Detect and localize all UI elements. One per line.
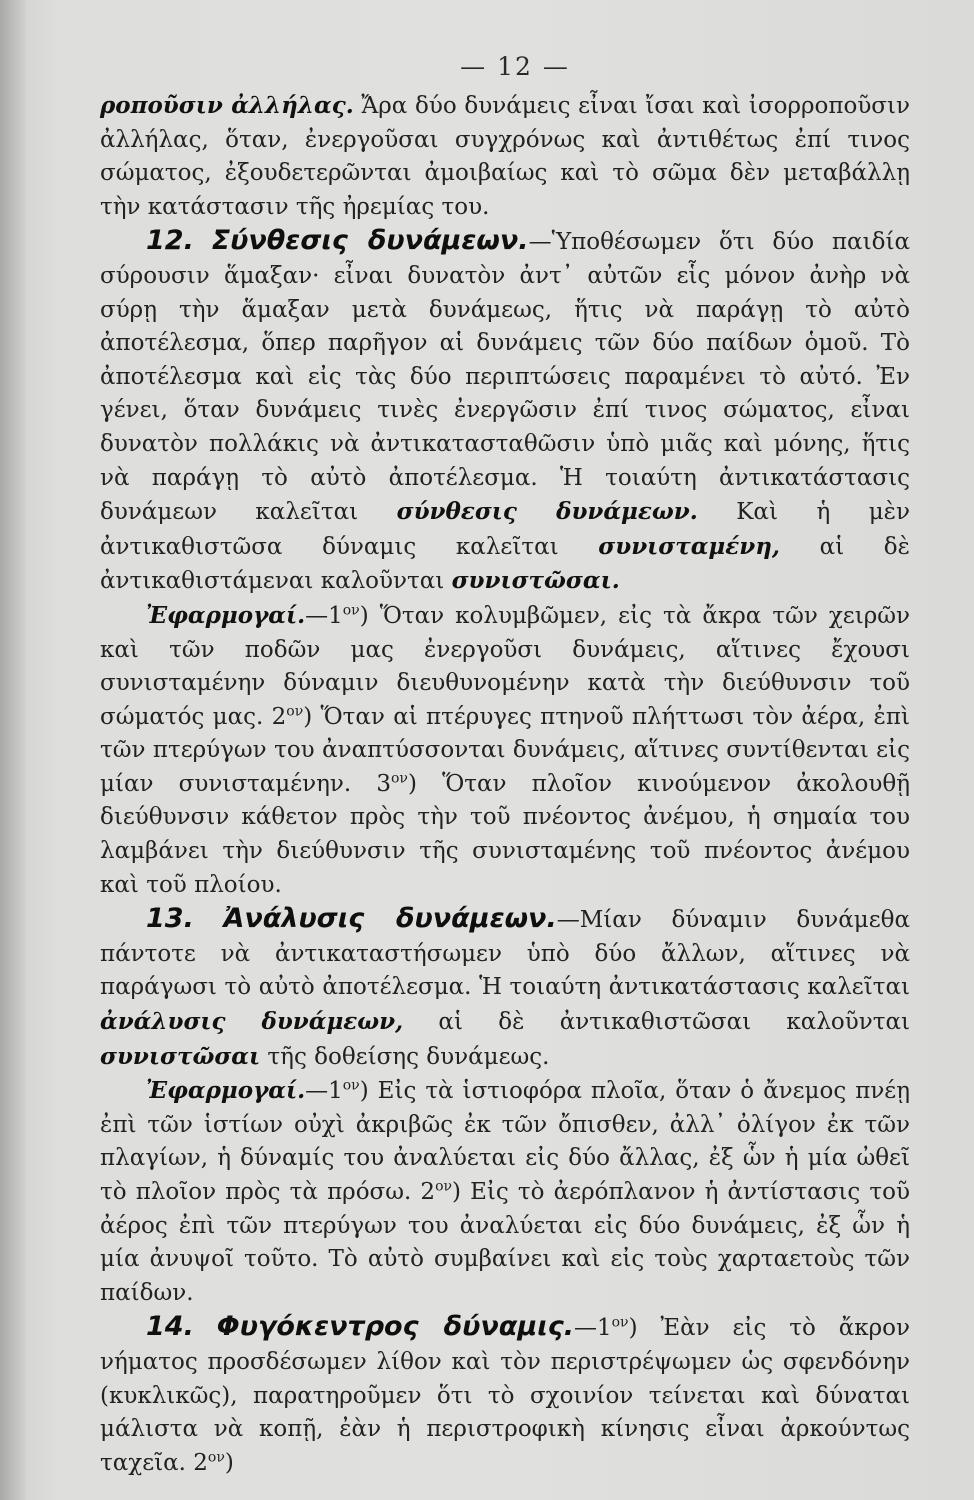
- bold-term: συνιστῶσαι.: [451, 567, 620, 595]
- page-number: — 12 —: [460, 52, 570, 81]
- section-number: 13.: [146, 903, 194, 935]
- paragraph-text: ) Ὅταν κολυμβῶμεν, εἰς τὰ ἄκρα τῶν χειρῶν καὶ τῶν ποδῶν μας ἐνεργοῦσι δυνάμεις, αἵτινες ἔχουσι συνισταμένην δύναμιν διευθυνομένην κατὰ τὴν διεύθυνσιν τοῦ σώματός μας. 2: [100, 602, 910, 730]
- paragraph-text: Καὶ ἡ μὲν ἀντικαθιστῶσα δύναμις καλεῖται: [100, 499, 911, 560]
- paragraph-text: τῆς δοθείσης δυνάμεως.: [260, 1043, 550, 1070]
- paragraph-text: ) Ὅταν πλοῖον κινούμενον ἀκολουθῇ διεύθυνσιν κάθετον πρὸς τὴν τοῦ πνέοντος ἀνέμου, ἡ σημαία του λαμβάνει τὴν διεύθυνσιν τῆς συνισταμένης τοῦ πνέοντος ἀνέμου καὶ τοῦ πλοίου.: [100, 770, 910, 898]
- paragraph-text: —Ὑποθέσωμεν ὅτι δύο παιδία σύρουσιν ἅμαξαν· εἶναι δυνατὸν ἀντ᾽ αὐτῶν εἷς μόνον ἀνὴρ νὰ σύρῃ τὴν ἅμαξαν μετὰ δυνάμεως, ἥτις νὰ παράγῃ τὸ αὐτὸ ἀποτέλεσμα, ὅπερ παρῆγον αἱ δυνάμεις τῶν δύο παίδων ὁμοῦ. Τὸ ἀποτέλεσμα καὶ εἰς τὰς δύο περιπτώσεις παραμένει τὸ αὐτό. Ἐν γένει, ὅταν δυνάμεις τινὲς ἐνεργῶσιν ἐπί τινος σώματος, εἶναι δυνατὸν πολλάκις νὰ ἀντικατασταθῶσιν ὑπὸ μιᾶς καὶ μόνης, ἥτις νὰ παράγῃ τὸ αὐτὸ ἀποτέλεσμα. Ἡ τοιαύτη ἀντικατάστασις δυνάμεων καλεῖται: [100, 229, 910, 526]
- section-14: [100, 1310, 910, 1480]
- ordinal-suffix: ον: [207, 1449, 225, 1466]
- ordinal-suffix: ον: [342, 602, 360, 619]
- section-12: [100, 224, 910, 599]
- bold-term: ἀνάλυσις δυνάμεων,: [100, 1008, 404, 1036]
- section-title: Σύνθεσις δυνάμεων.: [211, 225, 529, 257]
- paragraph-text: —1: [305, 1078, 343, 1105]
- paragraph-text: Ἄρα δύο δυνάμεις εἶναι ἴσαι καὶ ἰσορροποῦσιν ἀλλήλας, ὅταν, ἐνεργοῦσαι συγχρόνως καὶ ἀντιθέτως ἐπί τινος σώματος, ἐξουδετερῶνται ἀμοιβαίως καὶ τὸ σῶμα δὲν μεταβάλλῃ τὴν κατάστασιν τῆς ἠρεμίας του.: [100, 93, 910, 220]
- paragraph-text: αἱ δὲ ἀντικαθιστῶσαι καλοῦνται: [403, 1009, 910, 1036]
- applications-label: Ἐφαρμογαί.: [146, 1077, 306, 1105]
- section-number: 14.: [146, 1311, 194, 1343]
- paragraph-text: —1: [573, 1315, 612, 1342]
- bold-term: συνιστῶσαι: [100, 1042, 261, 1070]
- bold-term: σύνθεσις δυνάμεων.: [396, 498, 698, 526]
- section-number: 12.: [146, 225, 194, 257]
- applications-13: [100, 1074, 910, 1310]
- bold-term: συνισταμένη,: [598, 532, 780, 560]
- section-title: Φυγόκεντρος δύναμις.: [216, 1311, 574, 1343]
- ordinal-suffix: ον: [435, 1178, 453, 1195]
- paragraph-text: ) Εἰς τὸ ἀερόπλανον ἡ ἀντίστασις τοῦ ἀέρος ἐπὶ τῶν πτερύγων του ἀναλύεται εἰς δύο δυνάμεις, ἐξ ὧν ἡ μία ἀνυψοῖ τοῦτο. Τὸ αὐτὸ συμβαίνει καὶ εἰς τοὺς χαρταετοὺς τῶν παίδων.: [100, 1179, 910, 1306]
- paragraph-text: ): [224, 1449, 234, 1476]
- applications-12: [100, 599, 910, 902]
- ordinal-suffix: ον: [611, 1314, 629, 1331]
- paragraph-text: ) Εἰς τὰ ἱστιοφόρα πλοῖα, ὅταν ὁ ἄνεμος πνέῃ ἐπὶ τῶν ἱστίων οὐχὶ ἀκριβῶς ἐκ τῶν ὄπισθεν, ἀλλ᾽ ὀλίγον ἐκ τῶν πλαγίων, ἡ δύναμίς του ἀναλύεται εἰς δύο ἄλλας, ἐξ ὧν ἡ μία ὠθεῖ τὸ πλοῖον πρὸς τὰ πρόσω. 2: [100, 1078, 910, 1205]
- bold-term: ροποῦσιν ἀλλήλας.: [100, 92, 354, 119]
- ordinal-suffix: ον: [342, 1077, 360, 1094]
- paragraph-equilibrium: [100, 89, 910, 224]
- section-title: Ἀνάλυσις δυνάμεων.: [223, 903, 557, 935]
- ordinal-suffix: ον: [286, 703, 304, 720]
- paragraph-text: —1: [305, 602, 343, 629]
- paragraph-text: ) Ὅταν αἱ πτέρυγες πτηνοῦ πλήττωσι τὸν ἀέρα, ἐπὶ τῶν πτερύγων του ἀναπτύσσονται δυνάμεις, αἵτινες συντίθενται εἰς μίαν συνισταμένην. 3: [100, 703, 910, 797]
- page-body: [100, 89, 910, 1480]
- paragraph-text: αἱ δὲ ἀντικαθιστάμεναι καλοῦνται: [100, 533, 910, 595]
- section-13: [100, 902, 910, 1074]
- paragraph-text: ) Ἐὰν εἰς τὸ ἄκρον νήματος προσδέσωμεν λίθον καὶ τὸν περιστρέψωμεν ὡς σφενδόνην (κυκλικῶς), παρατηροῦμεν ὅτι τὸ σχοινίον τείνεται καὶ δύναται μάλιστα νὰ κοπῇ, ἐὰν ἡ περιστροφικὴ κίνησις εἶναι ἀρκούντως ταχεῖα. 2: [100, 1315, 910, 1476]
- paragraph-text: —Μίαν δύναμιν δυνάμεθα πάντοτε νὰ ἀντικαταστήσωμεν ὑπὸ δύο ἄλλων, αἵτινες νὰ παράγωσι τὸ αὐτὸ ἀποτέλεσμα. Ἡ τοιαύτη ἀντικατάστασις καλεῖται: [100, 907, 911, 1001]
- ordinal-suffix: ον: [390, 770, 408, 787]
- applications-label: Ἐφαρμογαί.: [146, 601, 306, 629]
